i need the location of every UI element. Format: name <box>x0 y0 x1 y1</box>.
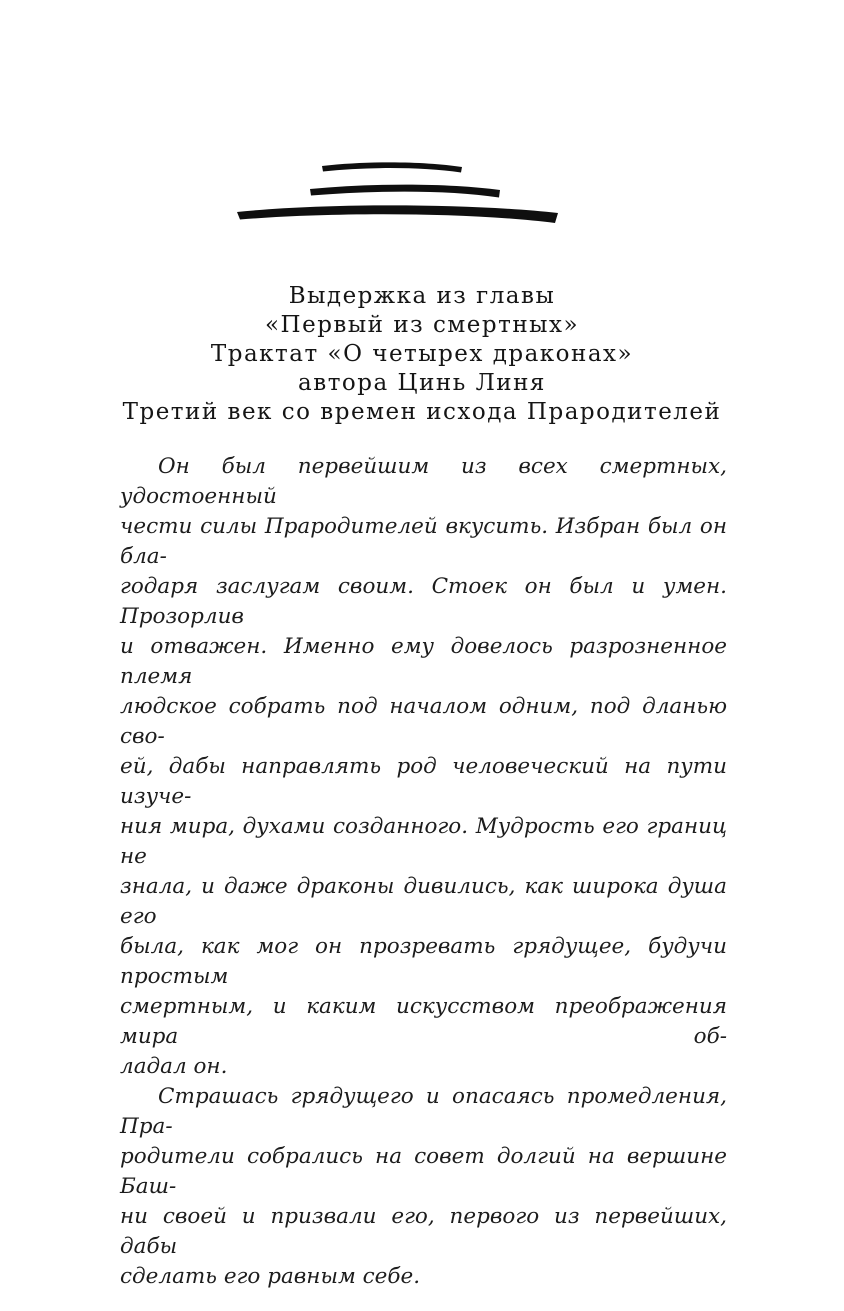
body-line: ей, дабы направлять род человеческий на пути изуче- <box>120 754 727 809</box>
body-line: ладал он. <box>120 1054 228 1079</box>
heading-line: автора Цинь Линя <box>298 370 546 396</box>
chapter-heading <box>60 282 784 427</box>
body-line: и отважен. Именно ему довелось разрозненное племя <box>120 634 727 689</box>
body-line: сделать его равным себе. <box>120 1264 421 1289</box>
brush-stroke-top <box>322 162 462 172</box>
body-line: Он был первейшим из всех смертных, удостоенный <box>120 454 727 509</box>
body-line: чести силы Прародителей вкусить. Избран был он бла- <box>120 514 727 569</box>
body-line: ния мира, духами созданного. Мудрость его границ не <box>120 814 727 869</box>
heading-line: «Первый из смертных» <box>264 312 580 338</box>
body-line: знала, и даже драконы дивились, как широка душа его <box>120 874 727 929</box>
body-line: ни своей и призвали его, первого из первейших, дабы <box>120 1204 727 1259</box>
heading-line: Третий век со времен исхода Прародителей <box>122 399 722 425</box>
brush-stroke-middle <box>310 185 500 198</box>
body-line: Страшась грядущего и опасаясь промедления, Пра- <box>120 1084 727 1139</box>
body-line: годаря заслугам своим. Стоек он был и умен. Прозорлив <box>120 574 727 629</box>
body-line: была, как мог он прозревать грядущее, будучи простым <box>120 934 727 989</box>
body-text <box>120 452 727 1292</box>
brush-stroke-bottom <box>237 205 558 223</box>
body-line: родители собрались на совет долгий на вершине Баш- <box>120 1144 727 1199</box>
body-line: людское собрать под началом одним, под дланью сво- <box>120 694 727 749</box>
brush-strokes-ornament <box>230 156 570 230</box>
heading-line: Трактат «О четырех драконах» <box>210 341 634 367</box>
body-line: смертным, и каким искусством преображения мира об- <box>120 994 727 1049</box>
heading-line: Выдержка из главы <box>288 283 556 309</box>
